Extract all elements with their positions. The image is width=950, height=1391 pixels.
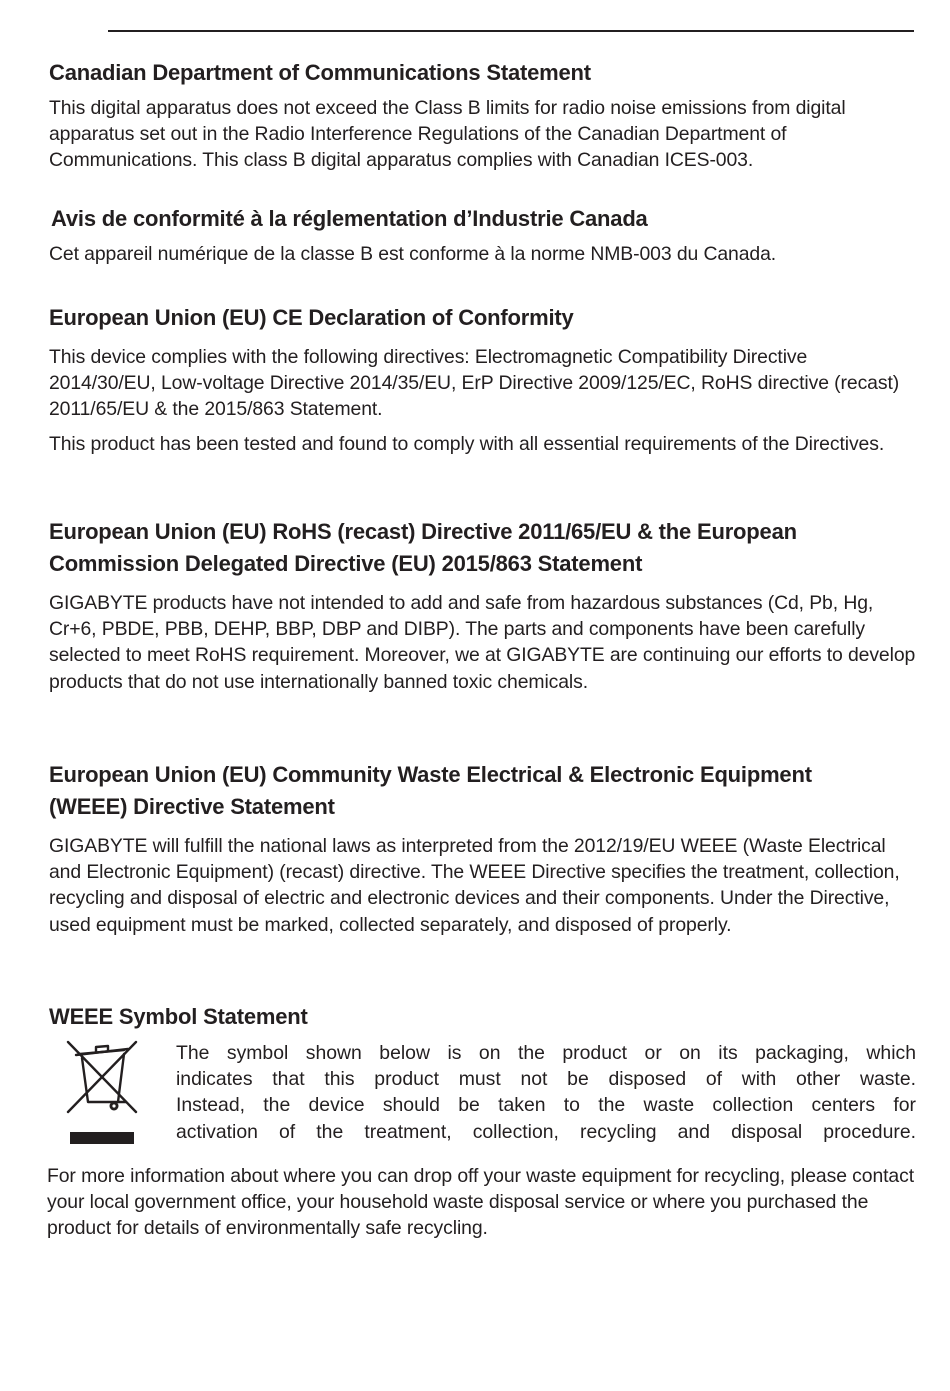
weee-symbol-line-3: Instead, the device should be taken to the waste collection centers for bbox=[176, 1094, 916, 1117]
avis-heading: Avis de conformité à la réglementation d’Industrie Canada bbox=[51, 206, 648, 231]
weee-symbol-line-4: activation of the treatment, collection, recycling and disposal procedure. bbox=[176, 1120, 916, 1143]
canada-heading: Canadian Department of Communications Statement bbox=[49, 60, 591, 85]
canada-body: This digital apparatus does not exceed the Class B limits for radio noise emissions from digital apparatus set out in the Radio Interference Regulations of the Canadian Department of Communications. This class B digital apparatus complies with Canadian ICES-003. bbox=[49, 97, 846, 172]
avis-body: Cet appareil numérique de la classe B est conforme à la norme NMB-003 du Canada. bbox=[49, 243, 777, 265]
ce-heading: European Union (EU) CE Declaration of Conformity bbox=[49, 305, 574, 330]
more-info-body: For more information about where you can drop off your waste equipment for recycling, please contact your local government office, your household waste disposal service or where you purchased the product for details of environmentally safe recycling. bbox=[47, 1165, 914, 1240]
ce-body-2: This product has been tested and found to comply with all essential requirements of the Directives. bbox=[49, 433, 885, 455]
weee-body: GIGABYTE will fulfill the national laws as interpreted from the 2012/19/EU WEEE (Waste Electrical and Electronic Equipment) (recast) directive. The WEEE Directive specifies the treatment, collection, recycling and disposal of electric and electronic devices and their components. Under the Directive, used equipment must be marked, collected separately, and disposed of properly. bbox=[49, 835, 900, 936]
weee-symbol-text bbox=[176, 1040, 916, 1145]
ce-body-1: This device complies with the following directives: Electromagnetic Compatibility Directive 2014/30/EU, Low-voltage Directive 2014/35/EU, ErP Directive 2009/125/EC, RoHS directive (recast) 2011/65/EU & the 2015/863 Statement. bbox=[49, 346, 900, 421]
weee-heading-line-2: (WEEE) Directive Statement bbox=[49, 794, 335, 819]
crossed-out-wheelie-bin-icon bbox=[60, 1036, 144, 1148]
weee-symbol-heading: WEEE Symbol Statement bbox=[49, 1004, 308, 1029]
rohs-heading-line-1: European Union (EU) RoHS (recast) Directive 2011/65/EU & the European bbox=[49, 519, 797, 544]
weee-heading-line-1: European Union (EU) Community Waste Electrical & Electronic Equipment bbox=[49, 762, 812, 787]
weee-symbol-line-2: indicates that this product must not be disposed of with other waste. bbox=[176, 1068, 916, 1091]
rohs-heading-line-2: Commission Delegated Directive (EU) 2015/863 Statement bbox=[49, 551, 643, 576]
weee-symbol-line-1: The symbol shown below is on the product or on its packaging, which bbox=[176, 1042, 916, 1064]
rohs-body: GIGABYTE products have not intended to add and safe from hazardous substances (Cd, Pb, Hg, Cr+6, PBDE, PBB, DEHP, BBP, DBP and DIBP). The parts and components have been carefully selected to meet RoHS requirement. Moreover, we at GIGABYTE are continuing our efforts to develop products that do not use internationally banned toxic chemicals. bbox=[49, 592, 916, 693]
top-rule bbox=[108, 30, 914, 32]
